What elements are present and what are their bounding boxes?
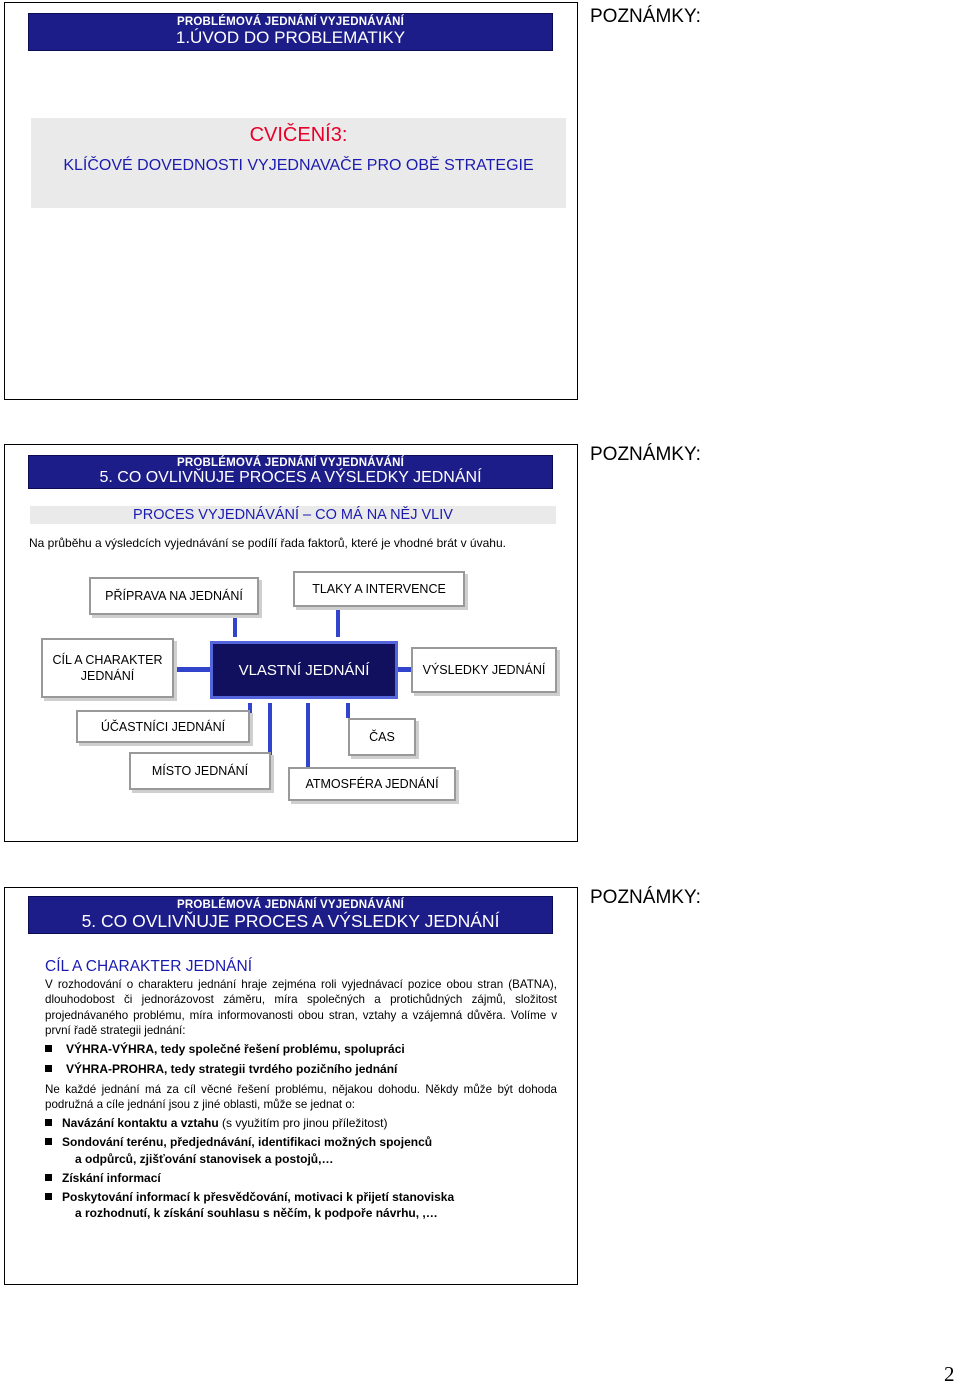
bullet-text: VÝHRA-VÝHRA, tedy společné řešení problému, spolupráci [66,1042,405,1056]
process-subtitle-text: PROCES VYJEDNÁVÁNÍ – CO MÁ NA NĚJ VLIV [133,507,453,523]
header-subtitle: PROBLÉMOVÁ JEDNÁNÍ VYJEDNÁVÁNÍ [176,457,405,469]
bullet-text: Poskytování informací k přesvědčování, motivaci k přijetí stanoviska [62,1190,455,1204]
box-priprava: PŘÍPRAVA NA JEDNÁNÍ [89,577,259,615]
box-vlastni-jednani: VLASTNÍ JEDNÁNÍ [210,641,398,699]
slide-3 [4,887,578,1285]
arrow-cil [174,667,210,672]
paragraph-2: Ne každé jednání má za cíl věcné řešení problému, nějakou dohodu. Někdy může být dohoda podružná a cíle jednání jsou z jiné oblasti, může se jednat o: [45,1083,557,1112]
section-title: CÍL A CHARAKTER JEDNÁNÍ [45,958,253,975]
bullet-win-win [45,1041,405,1057]
exercise-title: CVIČENÍ3: [249,124,348,146]
notes-label-1: POZNÁMKY: [590,6,701,27]
arrow-cas [346,703,350,718]
notes-label-2: POZNÁMKY: [590,444,701,465]
box-vysledky: VÝSLEDKY JEDNÁNÍ [411,647,557,693]
slide-1-header [28,13,553,51]
header-title: 1.ÚVOD DO PROBLEMATIKY [175,28,406,47]
slide-2-header [28,455,553,489]
bullet-win-lose [45,1061,397,1077]
slide-2 [4,444,578,842]
paragraph-1: V rozhodování o charakteru jednání hraje zejména roli vyjednávací pozice obou stran (BATNA), dlouhodobost či jednorázovost záměru, míra společných a protichůdných zájmů, složitost projednávaného problému, míra informovanosti obou stran, vztahy a vzájemná důvěra. Volíme v první řadě strategii jednání: [45,978,557,1037]
header-subtitle: PROBLÉMOVÁ JEDNÁNÍ VYJEDNÁVÁNÍ [176,899,405,911]
bullet-providing-line2: a rozhodnutí, k získání souhlasu s něčím, k podpoře návrhu, ,… [75,1206,438,1220]
box-cil: CÍL A CHARAKTER JEDNÁNÍ [41,638,174,698]
box-cas: ČAS [348,718,416,756]
bullet-contact [45,1115,387,1131]
slide-1 [4,2,578,400]
slide-3-header [28,896,553,934]
notes-label-3: POZNÁMKY: [590,887,701,908]
bullet-providing [45,1189,454,1205]
bullet-text: Získání informací [62,1171,161,1185]
box-tlaky: TLAKY A INTERVENCE [293,571,465,607]
header-title: 5. CO OVLIVŇUJE PROCES A VÝSLEDKY JEDNÁNÍ [81,911,500,931]
bullet-text: Sondování terénu, předjednávání, identifikaci možných spojenců [62,1135,433,1149]
bullet-square-icon [45,1065,52,1072]
bullet-square-icon [45,1174,52,1181]
bullet-square-icon [45,1193,52,1200]
bullet-square-icon [45,1045,52,1052]
box-ucastnici: ÚČASTNÍCI JEDNÁNÍ [76,710,250,743]
bullet-sounding [45,1134,432,1150]
arrow-tlaky [336,607,340,637]
bullet-square-icon [45,1119,52,1126]
page-number: 2 [944,1362,955,1386]
bullet-square-icon [45,1138,52,1145]
box-misto: MÍSTO JEDNÁNÍ [129,752,271,790]
intro-text: Na průběhu a výsledcích vyjednávání se podílí řada faktorů, které je vhodné brát v úvahu. [29,536,506,550]
header-subtitle: PROBLÉMOVÁ JEDNÁNÍ VYJEDNÁVÁNÍ [176,16,405,28]
bullet-information [45,1170,161,1186]
header-title: 5. CO OVLIVŇUJE PROCES A VÝSLEDKY JEDNÁNÍ [99,469,482,486]
bullet-text-bold: Navázání kontaktu a vztahu [62,1116,219,1130]
box-atmosfera: ATMOSFÉRA JEDNÁNÍ [288,767,456,801]
process-subtitle [30,506,556,524]
arrow-atmosfera [306,703,310,767]
bullet-text: (s využitím pro jinou příležitost) [218,1116,388,1130]
bullet-text: VÝHRA-PROHRA, tedy strategii tvrdého pozičního jednání [66,1062,398,1076]
exercise-subtitle: KLÍČOVÉ DOVEDNOSTI VYJEDNAVAČE PRO OBĚ STRATEGIE [63,157,534,174]
bullet-sounding-line2: a odpůrců, zjišťování stanovisek a postojů,… [75,1152,334,1166]
exercise-panel [31,118,566,208]
